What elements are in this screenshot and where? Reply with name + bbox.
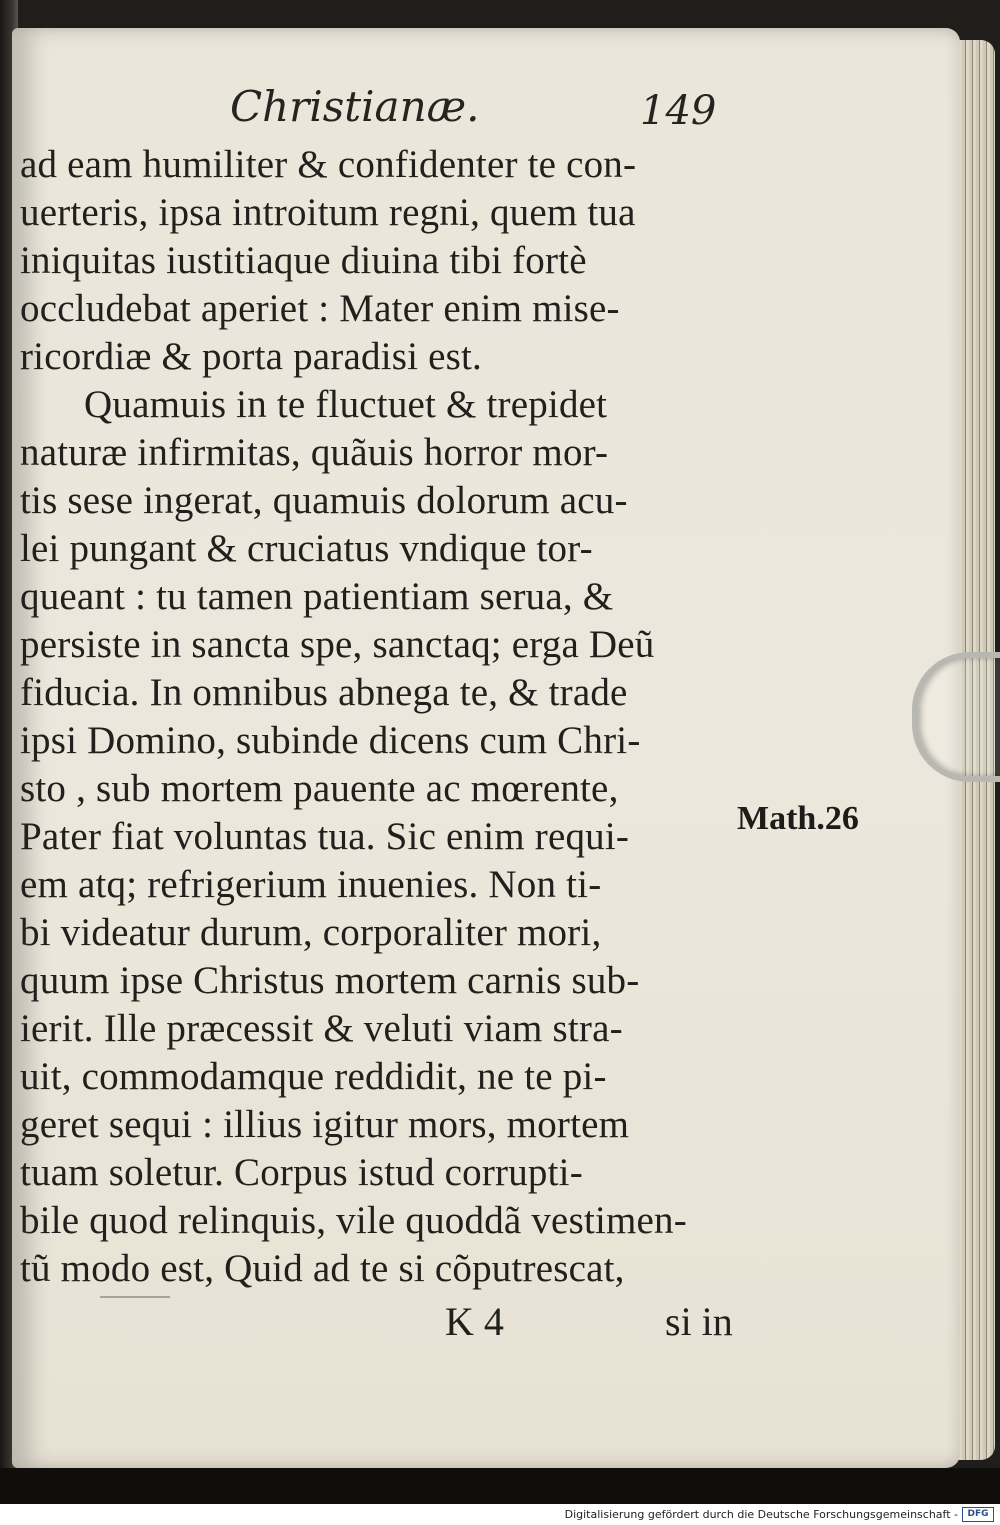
text-line: uerteris, ipsa introitum regni, quem tua (20, 191, 636, 234)
text-line: ierit. Ille præcessit & veluti viam stra- (20, 1007, 623, 1050)
text-line: tũ modo est, Quid ad te si cõputrescat, (20, 1247, 625, 1290)
text-line: ricordiæ & porta paradisi est. (20, 335, 482, 378)
text-line: bi videatur durum, corporaliter mori, (20, 911, 602, 954)
signature-mark: K 4 (445, 1299, 504, 1344)
scan-bottom-edge (0, 1468, 1000, 1504)
text-line: sto , sub mortem pauente ac mœrente, (20, 767, 619, 810)
text-line: queant : tu tamen patientiam serua, & (20, 575, 614, 618)
page-number: 149 (640, 88, 717, 134)
text-line: tis sese ingerat, quamuis dolorum acu- (20, 479, 628, 522)
faint-underline (100, 1296, 170, 1298)
dfg-logo: DFG (962, 1507, 994, 1522)
text-line: lei pungant & cruciatus vndique tor- (20, 527, 593, 570)
text-line: tuam soletur. Corpus istud corrupti- (20, 1151, 583, 1194)
text-line: uit, commodamque reddidit, ne te pi- (20, 1055, 607, 1098)
funding-credit: Digitalisierung gefördert durch die Deutsche Forschungsgemeinschaft - (564, 1508, 958, 1521)
text-line: iniquitas iustitiaque diuina tibi fortè (20, 239, 587, 282)
text-line: bile quod relinquis, vile quoddã vestimen- (20, 1199, 687, 1242)
text-line: ad eam humiliter & confidenter te con- (20, 143, 637, 186)
text-line: persiste in sancta spe, sanctaq; erga Deũ (20, 623, 655, 666)
margin-note: Math.26 (737, 800, 859, 837)
text-line: Pater fiat voluntas tua. Sic enim requi- (20, 815, 630, 858)
text-line: quum ipse Christus mortem carnis sub- (20, 959, 640, 1002)
text-line: fiducia. In omnibus abnega te, & trade (20, 671, 628, 714)
text-line: naturæ infirmitas, quãuis horror mor- (20, 431, 609, 474)
text-line: ipsi Domino, subinde dicens cum Chri- (20, 719, 641, 762)
catchword: si in (665, 1299, 733, 1344)
text-line: occludebat aperiet : Mater enim mise- (20, 287, 620, 330)
text-line: Quamuis in te fluctuet & trepidet (84, 383, 608, 426)
text-line: geret sequi : illius igitur mors, mortem (20, 1103, 630, 1146)
running-head: Christianæ. (230, 82, 480, 131)
text-line: em atq; refrigerium inuenies. Non ti- (20, 863, 602, 906)
